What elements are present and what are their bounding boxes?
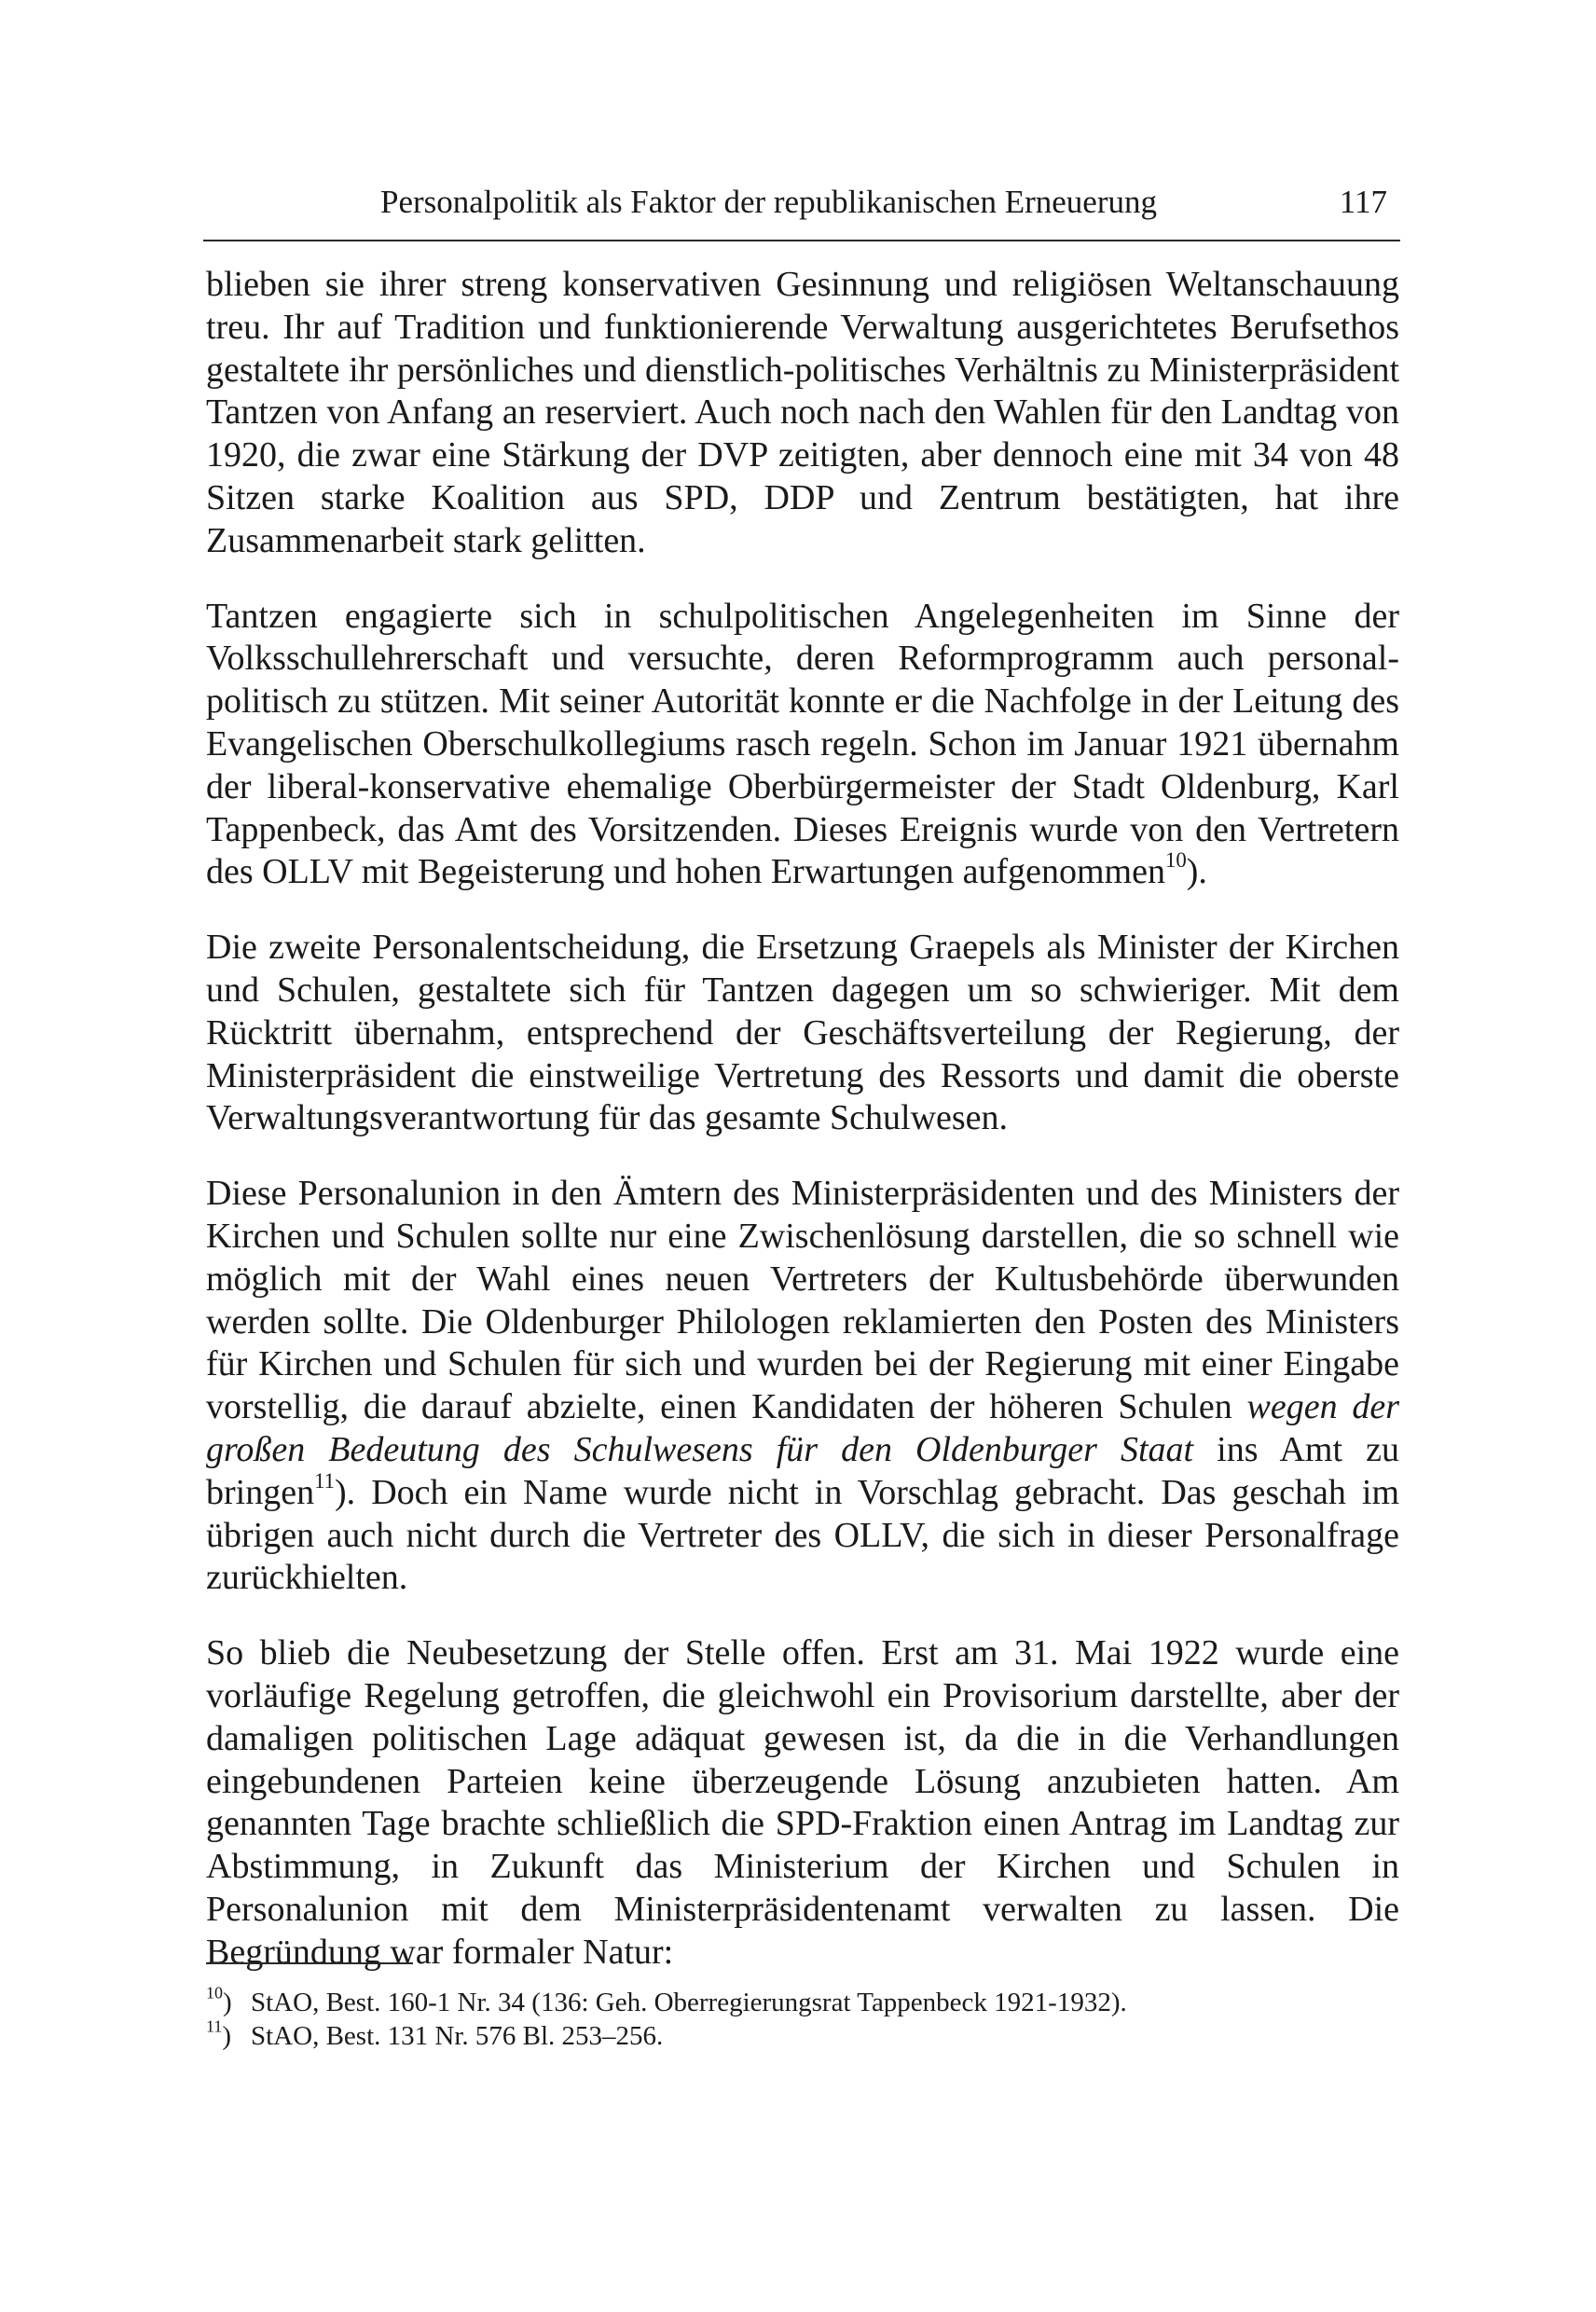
running-head (203, 179, 1400, 226)
footnotes (206, 1983, 1399, 2053)
paragraph (206, 1173, 1399, 1600)
footnote-marker: $^{11}$) (206, 2016, 231, 2051)
paragraph (206, 264, 1399, 563)
paragraph (206, 927, 1399, 1140)
footnote-10 (206, 1983, 1399, 2019)
running-title: Personalpolitik als Faktor der republikanischen Erneuerung (380, 184, 1157, 220)
italic-quote: wegen der großen Bedeutung des Schulwesens für den Oldenburger Staat (206, 1387, 1399, 1469)
paragraph (206, 596, 1399, 895)
paragraph (206, 1632, 1399, 1974)
footnote-reference: 10 (1164, 848, 1187, 873)
paragraph-text: Tantzen engagierte sich in schulpolitischen Angelegenheiten im Sinne der Volksschullehrerschaft und versuchte, deren Reformprogramm auch personalpolitisch zu stützen. Mit seiner Autorität konnte er die Nachfolge in der Leitung des Evangelischen Oberschulkollegiums rasch regeln. Schon im Januar 1921 übernahm der liberal-konservative ehemalige Oberbürgermeister der Stadt Oldenburg, Karl Tappenbeck, das Amt des Vorsitzenden. Dieses Ereignis wurde von den Vertretern des OLLV mit Begeisterung und hohen Erwartungen aufgenommen (206, 596, 1399, 892)
footnote-11 (206, 2016, 1399, 2053)
paragraph-text: ins Amt zu bringen (206, 1429, 1399, 1512)
footnote-marker: $^{10}$) (206, 1983, 232, 2017)
main-text (206, 264, 1399, 2006)
footnote-text: StAO, Best. 131 Nr. 576 Bl. 253–256. (251, 2021, 664, 2051)
footnote-text: StAO, Best. 160-1 Nr. 34 (136: Geh. Oberregierungsrat Tappenbeck 1921-1932). (251, 1988, 1127, 2017)
footnote-reference: 11 (314, 1468, 336, 1493)
paragraph-text: So blieb die Neubesetzung der Stelle offen. Erst am 31. Mai 1922 wurde eine vorläufige Regelung getroffen, die gleichwohl ein Provisorium darstellte, aber der damaligen politischen Lage adäquat gewesen ist, da die in die Verhandlungen eingebundenen Parteien keine überzeugende Lösung anzubieten hatten. Am genannten Tage brachte schließlich die SPD-Fraktion einen Antrag im Landtag zur Abstimmung, in Zukunft das Ministerium der Kirchen und Schulen in Personalunion mit dem Ministerpräsidentenamt verwalten zu lassen. Die Begründung war formaler Natur: (206, 1633, 1399, 1972)
header-rule (203, 240, 1400, 241)
page-number: 117 (1339, 184, 1387, 220)
paragraph-text: blieben sie ihrer streng konservativen Gesinnung und religiösen Weltanschauung treu. Ihr auf Tradition und funktionierende Verwaltung ausgerichtetes Berufsethos gestaltete ihr persönliches und dienstlich-politisches Verhältnis zu Ministerpräsident Tantzen von Anfang an reserviert. Auch noch nach den Wahlen für den Landtag von 1920, die zwar eine Stärkung der DVP zeitigten, aber dennoch eine mit 34 von 48 Sitzen starke Koalition aus SPD, DDP und Zentrum bestätigten, hat ihre Zusammenarbeit stark gelitten. (206, 265, 1399, 560)
paragraph-text: Diese Personalunion in den Ämtern des Ministerpräsidenten und des Ministers der Kirchen und Schulen sollte nur eine Zwischenlösung darstellen, die so schnell wie möglich mit der Wahl eines neuen Vertreters der Kultusbehörde überwunden werden sollte. Die Oldenburger Philologen reklamierten den Posten des Ministers für Kirchen und Schulen für sich und wurden bei der Regierung mit einer Eingabe vorstellig, die darauf abzielte, einen Kandidaten der höheren Schulen (206, 1174, 1399, 1427)
paragraph-text: ). Doch ein Name wurde nicht in Vorschlag gebracht. Das geschah im übrigen auch nicht durch die Vertreter des OLLV, die sich in dieser Personalfrage zurückhielten. (206, 1472, 1399, 1598)
paragraph-text: Die zweite Personalentscheidung, die Ersetzung Graepels als Minister der Kirchen und Schulen, gestaltete sich für Tantzen dagegen um so schwieriger. Mit dem Rücktritt übernahm, entsprechend der Geschäftsverteilung der Regierung, der Ministerpräsident die einstweilige Vertretung des Ressorts und damit die oberste Verwaltungsverantwortung für das gesamte Schulwesen. (206, 928, 1399, 1138)
footnote-rule (206, 1962, 413, 1964)
paragraph-text: ). (1186, 852, 1207, 892)
